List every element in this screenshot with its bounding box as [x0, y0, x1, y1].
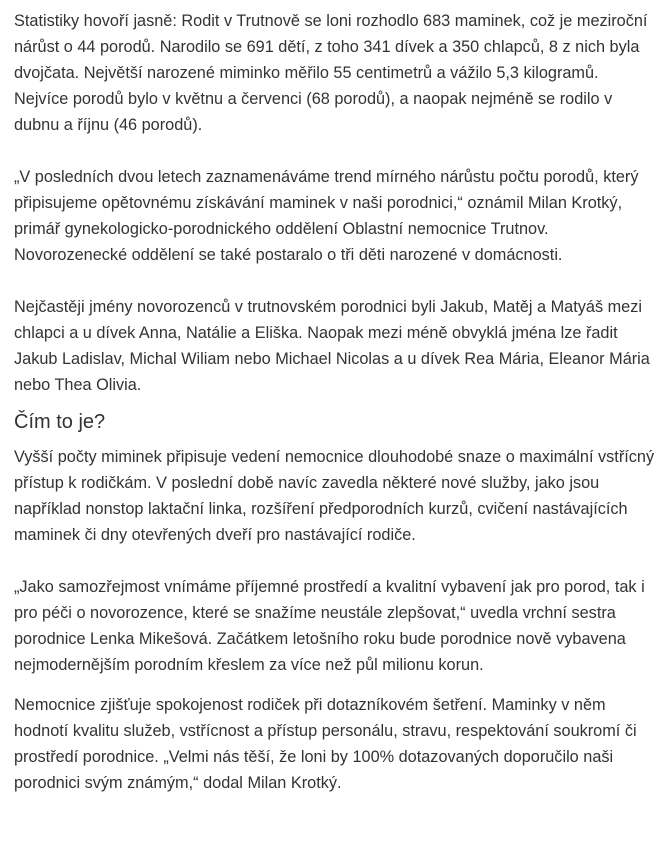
paragraph-statistics: Statistiky hovoří jasně: Rodit v Trutnově se loni rozhodlo 683 maminek, což je meziroční nárůst o 44 porodů. Narodilo se 691 dětí, z toho 341 dívek a 350 chlapců, 8 z nich byla dvojčata. Největší narozené miminko měřilo 55 centimetrů a vážilo 5,3 kilogramů. Nejvíce porodů bylo v květnu a červenci (68 porodů), a naopak nejméně se rodilo v dubnu a říjnu (46 porodů).: [14, 12, 648, 134]
section-heading: Čím to je?: [14, 411, 106, 433]
paragraph-quote-primar: „V posledních dvou letech zaznamenáváme trend mírného nárůstu počtu porodů, který připisujeme opětovnému získávání maminek v naši porodnici,“ oznámil Milan Krotký, primář gynekologicko-porodnického oddělení Oblastní nemocnice Trutnov. Novorozenecké oddělení se také postaralo o tři děti narozené v domácnosti.: [14, 168, 639, 264]
paragraph-satisfaction: Nemocnice zjišťuje spokojenost rodiček při dotazníkovém šetření. Maminky v něm hodnotí kvalitu služeb, vstřícnost a přístup personálu, stravu, respektování soukromí či prostředí porodnice. „Velmi nás těší, že loni by 100% dotazovaných doporučilo naši porodnici svým známým,“ dodal Milan Krotký.: [14, 696, 637, 792]
paragraph-quote-sestra: „Jako samozřejmost vnímáme příjemné prostředí a kvalitní vybavení jak pro porod, tak i pro péči o novorozence, které se snažíme neustále zlepšovat,“ uvedla vrchní sestra porodnice Lenka Mikešová. Začátkem letošního roku bude porodnice nově vybavena nejmodernějším porodním křeslem za více než půl milionu korun.: [14, 578, 645, 674]
paragraph-services: Vyšší počty miminek připisuje vedení nemocnice dlouhodobé snaze o maximální vstřícný přístup k rodičkám. V poslední době navíc zavedla některé nové služby, jako jsou například nonstop laktační linka, rozšíření předporodních kurzů, cvičení nastávajících maminek či dny otevřených dveří pro nastávající rodiče.: [14, 448, 655, 544]
paragraph-names: Nejčastěji jmény novorozenců v trutnovském porodnici byli Jakub, Matěj a Matyáš mezi chlapci a u dívek Anna, Natálie a Eliška. Naopak mezi méně obvyklá jména lze řadit Jakub Ladislav, Michal Wiliam nebo Michael Nicolas a u dívek Rea Mária, Eleanor Mária nebo Thea Olivia.: [14, 298, 650, 394]
